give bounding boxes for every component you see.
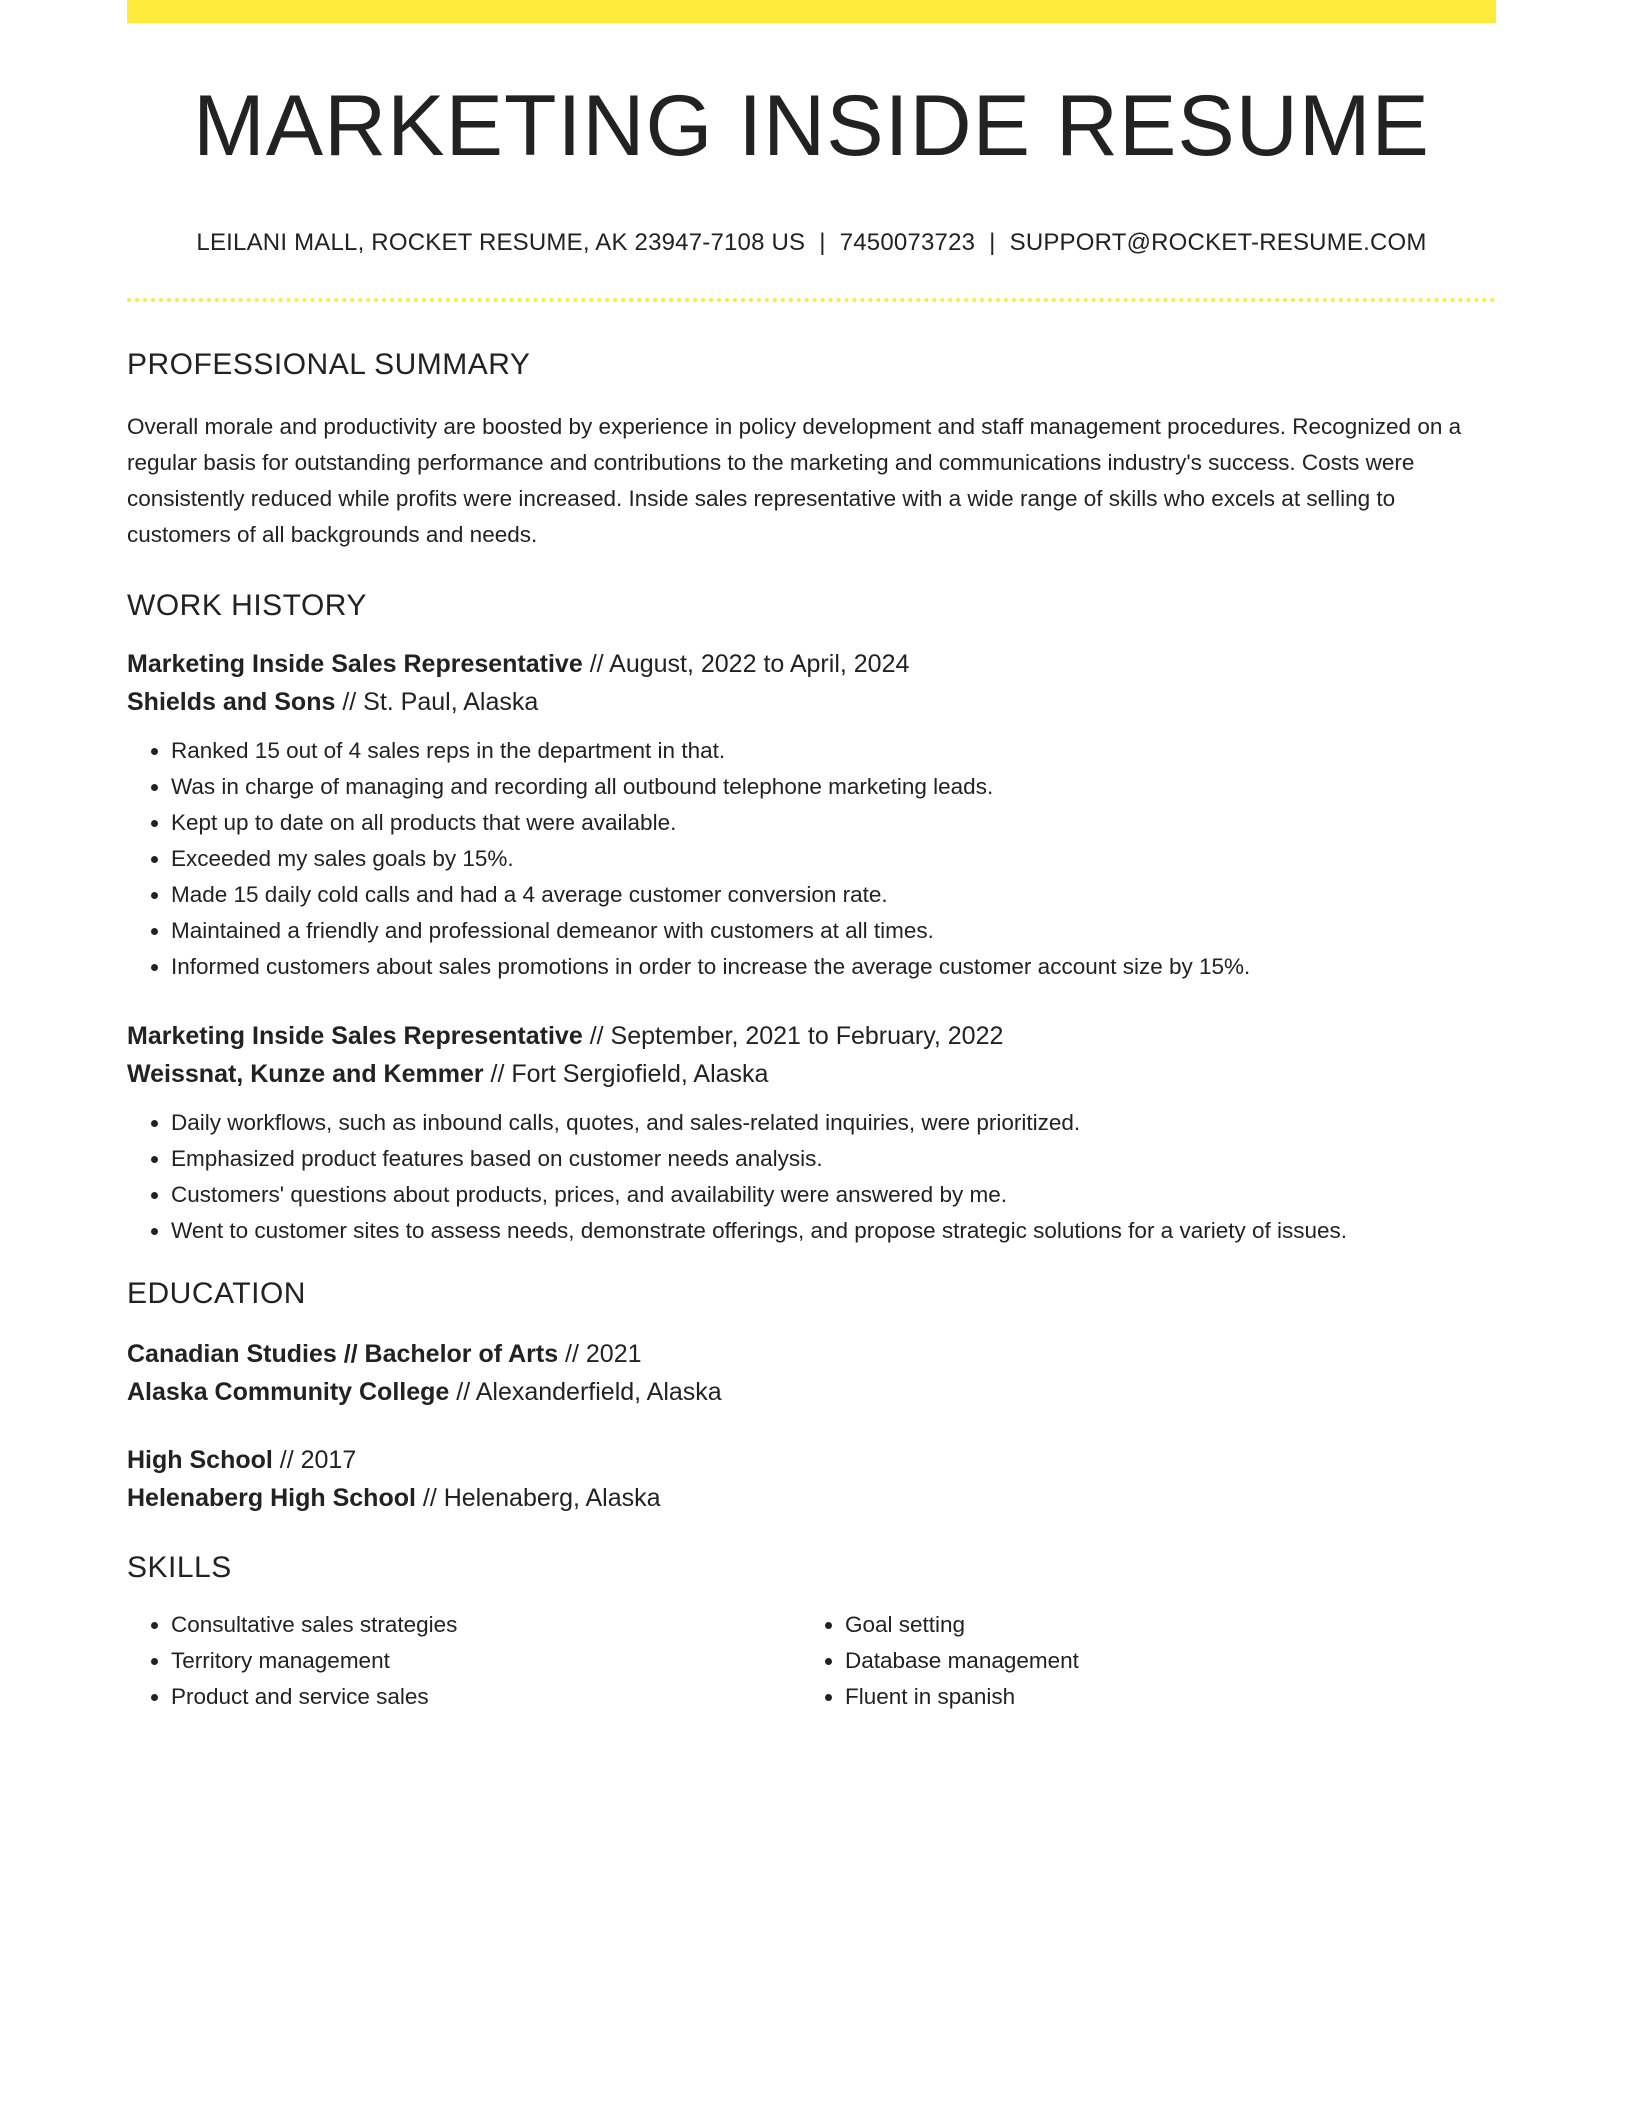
skill-item: • Database management xyxy=(845,1643,1475,1679)
education-school: Alaska Community College xyxy=(127,1378,450,1406)
job-company-line xyxy=(127,1055,1496,1093)
job-bullet: • Exceeded my sales goals by 15%. xyxy=(171,841,1496,877)
job-bullet: • Informed customers about sales promotions in order to increase the average customer account size by 15%. xyxy=(171,949,1496,985)
skill-item: • Product and service sales xyxy=(171,1679,801,1715)
work-history-heading: WORK HISTORY xyxy=(127,589,367,622)
skill-item: • Fluent in spanish xyxy=(845,1679,1475,1715)
job-bullet: • Daily workflows, such as inbound calls, quotes, and sales-related inquiries, were prioritized. xyxy=(171,1105,1496,1141)
education-heading: EDUCATION xyxy=(127,1277,306,1310)
skills-heading: SKILLS xyxy=(127,1551,232,1584)
job-entry xyxy=(127,645,1496,985)
contact-separator: | xyxy=(989,229,996,256)
job-bullets xyxy=(127,733,1496,985)
job-bullet: • Ranked 15 out of 4 sales reps in the department in that. xyxy=(171,733,1496,769)
education-location: // Helenaberg, Alaska xyxy=(415,1484,661,1512)
job-location: // Fort Sergiofield, Alaska xyxy=(483,1060,769,1088)
education-location: // Alexanderfield, Alaska xyxy=(449,1378,722,1406)
job-bullet: • Went to customer sites to assess needs, demonstrate offerings, and propose strategic solutions for a variety of issues. xyxy=(171,1213,1496,1249)
education-school: Helenaberg High School xyxy=(127,1484,416,1512)
summary-text: Overall morale and productivity are boosted by experience in policy development and staff management procedures. Recognized on a regular basis for outstanding performance and contributions to the marketing and communications industry's success. Costs were consistently reduced while profits were increased. Inside sales representative with a wide range of skills who excels at selling to customers of all backgrounds and needs. xyxy=(127,414,1462,547)
education-degree-line xyxy=(127,1441,1496,1479)
education-school-line xyxy=(127,1479,1496,1517)
job-entry xyxy=(127,1017,1496,1249)
contact-separator: | xyxy=(819,229,826,256)
job-bullets xyxy=(127,1105,1496,1249)
summary-heading: PROFESSIONAL SUMMARY xyxy=(127,348,531,381)
top-accent-bar xyxy=(127,0,1496,23)
resume-title: MARKETING INSIDE RESUME xyxy=(193,78,1430,174)
job-role: Marketing Inside Sales Representative xyxy=(127,650,583,678)
contact-email: SUPPORT@ROCKET-RESUME.COM xyxy=(1009,229,1427,256)
job-bullet: • Kept up to date on all products that were available. xyxy=(171,805,1496,841)
job-title-line xyxy=(127,1017,1496,1055)
job-company: Shields and Sons xyxy=(127,688,336,716)
job-company-line xyxy=(127,683,1496,721)
contact-line xyxy=(127,231,1496,255)
job-bullet: • Emphasized product features based on customer needs analysis. xyxy=(171,1141,1496,1177)
job-bullet: • Maintained a friendly and professional demeanor with customers at all times. xyxy=(171,913,1496,949)
resume-page xyxy=(127,0,1496,1715)
education-degree-line xyxy=(127,1335,1496,1373)
contact-address: LEILANI MALL, ROCKET RESUME, AK 23947-7108 US xyxy=(196,229,806,256)
education-entry xyxy=(127,1335,1496,1411)
skill-item: • Consultative sales strategies xyxy=(171,1607,801,1643)
job-title-line xyxy=(127,645,1496,683)
skills-column-right xyxy=(801,1607,1475,1715)
skill-item: • Territory management xyxy=(171,1643,801,1679)
skills-column-left xyxy=(127,1607,801,1715)
job-bullet: • Made 15 daily cold calls and had a 4 average customer conversion rate. xyxy=(171,877,1496,913)
education-school-line xyxy=(127,1373,1496,1411)
contact-phone: 7450073723 xyxy=(839,229,976,256)
job-role: Marketing Inside Sales Representative xyxy=(127,1022,583,1050)
education-year: // 2021 xyxy=(558,1340,642,1368)
education-degree: Canadian Studies // Bachelor of Arts xyxy=(127,1340,559,1368)
education-year: // 2017 xyxy=(272,1446,357,1474)
job-company: Weissnat, Kunze and Kemmer xyxy=(127,1060,484,1088)
header-divider xyxy=(127,298,1496,302)
skill-item: • Goal setting xyxy=(845,1607,1475,1643)
job-dates: // September, 2021 to February, 2022 xyxy=(582,1022,1004,1050)
job-dates: // August, 2022 to April, 2024 xyxy=(582,650,910,678)
job-bullet: • Customers' questions about products, prices, and availability were answered by me. xyxy=(171,1177,1496,1213)
job-location: // St. Paul, Alaska xyxy=(335,688,539,716)
education-degree: High School xyxy=(127,1446,273,1474)
job-bullet: • Was in charge of managing and recording all outbound telephone marketing leads. xyxy=(171,769,1496,805)
education-entry xyxy=(127,1441,1496,1517)
skills-grid xyxy=(127,1607,1496,1715)
